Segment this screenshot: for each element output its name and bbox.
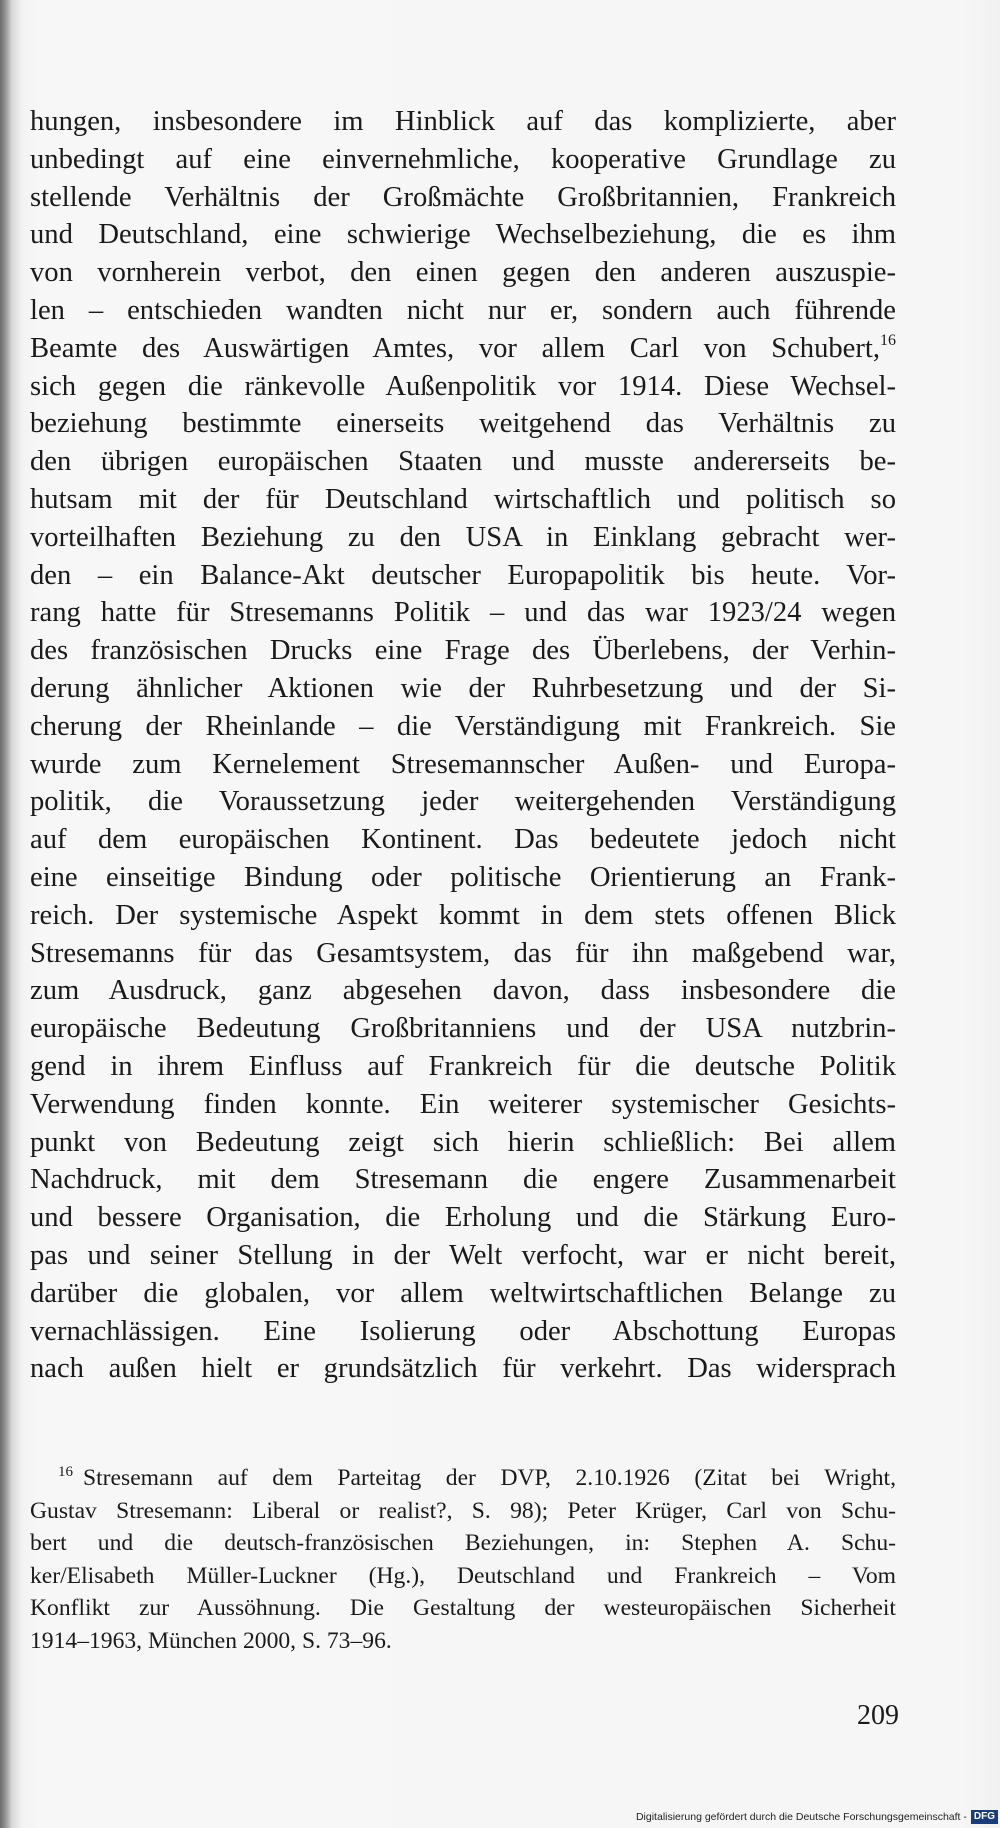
body-line: Nachdruck, mit dem Stresemann die engere Zusammenarbeit (30, 1164, 896, 1196)
body-line: unbedingt auf eine einvernehmliche, kooperative Grundlage zu (30, 143, 896, 175)
body-line: eine einseitige Bindung oder politische Orientierung an Frank- (30, 861, 896, 893)
body-line: derung ähnlicher Aktionen wie der Ruhrbesetzung und der Si- (30, 672, 896, 704)
body-line: vorteilhaften Beziehung zu den USA in Einklang gebracht wer- (30, 521, 896, 553)
body-line: auf dem europäischen Kontinent. Das bedeutete jedoch nicht (30, 824, 896, 856)
body-line: gend in ihrem Einfluss auf Frankreich für die deutsche Politik (30, 1050, 896, 1082)
body-line: reich. Der systemische Aspekt kommt in dem stets offenen Blick (30, 899, 896, 931)
body-text (30, 103, 896, 1388)
page-number: 209 (857, 1700, 899, 1731)
body-line: vernachlässigen. Eine Isolierung oder Abschottung Europas (30, 1315, 896, 1347)
body-line: und Deutschland, eine schwierige Wechselbeziehung, die es ihm (30, 219, 896, 251)
body-line: darüber die globalen, vor allem weltwirtschaftlichen Belange zu (30, 1277, 896, 1309)
body-line: zum Ausdruck, ganz abgesehen davon, dass insbesondere die (30, 975, 896, 1007)
body-line: nach außen hielt er grundsätzlich für verkehrt. Das widersprach (30, 1353, 896, 1385)
body-line: stellende Verhältnis der Großmächte Großbritannien, Frankreich (30, 181, 896, 213)
body-line-text: Beamte des Auswärtigen Amtes, vor allem Carl von Schubert, (30, 332, 880, 364)
footnote-line (30, 1462, 896, 1495)
body-line-with-footnote-ref (30, 330, 896, 368)
body-line: beziehung bestimmte einerseits weitgehend das Verhältnis zu (30, 408, 896, 440)
digitization-notice-text: Digitalisierung gefördert durch die Deutsche Forschungsgemeinschaft - (635, 1811, 967, 1823)
footnote-reference[interactable]: 16 (880, 331, 896, 349)
dfg-logo: DFG (971, 1810, 998, 1824)
footnote-line: Gustav Stresemann: Liberal or realist?, S. 98); Peter Krüger, Carl von Schu- (30, 1497, 896, 1524)
body-line: len – entschieden wandten nicht nur er, sondern auch führende (30, 294, 896, 326)
body-line: pas und seiner Stellung in der Welt verfocht, war er nicht bereit, (30, 1239, 896, 1271)
body-line: von vornherein verbot, den einen gegen den anderen auszuspie- (30, 257, 896, 289)
footnote-block (30, 1462, 896, 1658)
body-line: und bessere Organisation, die Erholung und die Stärkung Euro- (30, 1202, 896, 1234)
body-line: hungen, insbesondere im Hinblick auf das komplizierte, aber (30, 106, 896, 137)
footnote-line: ker/Elisabeth Müller-Luckner (Hg.), Deutschland und Frankreich – Vom (30, 1562, 896, 1589)
body-line: politik, die Voraussetzung jeder weitergehenden Verständigung (30, 786, 896, 818)
footnote-line: Konflikt zur Aussöhnung. Die Gestaltung der westeuropäischen Sicherheit (30, 1595, 896, 1622)
footnote-text: Stresemann auf dem Parteitag der DVP, 2.10.1926 (Zitat bei Wright, (83, 1465, 896, 1491)
body-line: Stresemanns für das Gesamtsystem, das für ihn maßgebend war, (30, 937, 896, 969)
footnote-number: 16 (58, 1464, 73, 1480)
footnote-line: bert und die deutsch-französischen Beziehungen, in: Stephen A. Schu- (30, 1530, 896, 1557)
body-line: sich gegen die ränkevolle Außenpolitik vor 1914. Diese Wechsel- (30, 370, 896, 402)
body-line: des französischen Drucks eine Frage des Überlebens, der Verhin- (30, 635, 896, 667)
digitization-notice (600, 1808, 998, 1826)
body-line: wurde zum Kernelement Stresemannscher Außen- und Europa- (30, 748, 896, 780)
body-line: den – ein Balance-Akt deutscher Europapolitik bis heute. Vor- (30, 559, 896, 591)
body-line: Verwendung finden konnte. Ein weiterer systemischer Gesichts- (30, 1088, 896, 1120)
body-line: den übrigen europäischen Staaten und musste andererseits be- (30, 446, 896, 478)
body-line: hutsam mit der für Deutschland wirtschaftlich und politisch so (30, 483, 896, 515)
body-line: europäische Bedeutung Großbritanniens und der USA nutzbrin- (30, 1013, 896, 1045)
body-line: rang hatte für Stresemanns Politik – und das war 1923/24 wegen (30, 597, 896, 629)
body-line: cherung der Rheinlande – die Verständigung mit Frankreich. Sie (30, 710, 896, 742)
body-line: punkt von Bedeutung zeigt sich hierin schließlich: Bei allem (30, 1126, 896, 1158)
footnote-line: 1914–1963, München 2000, S. 73–96. (30, 1627, 392, 1654)
